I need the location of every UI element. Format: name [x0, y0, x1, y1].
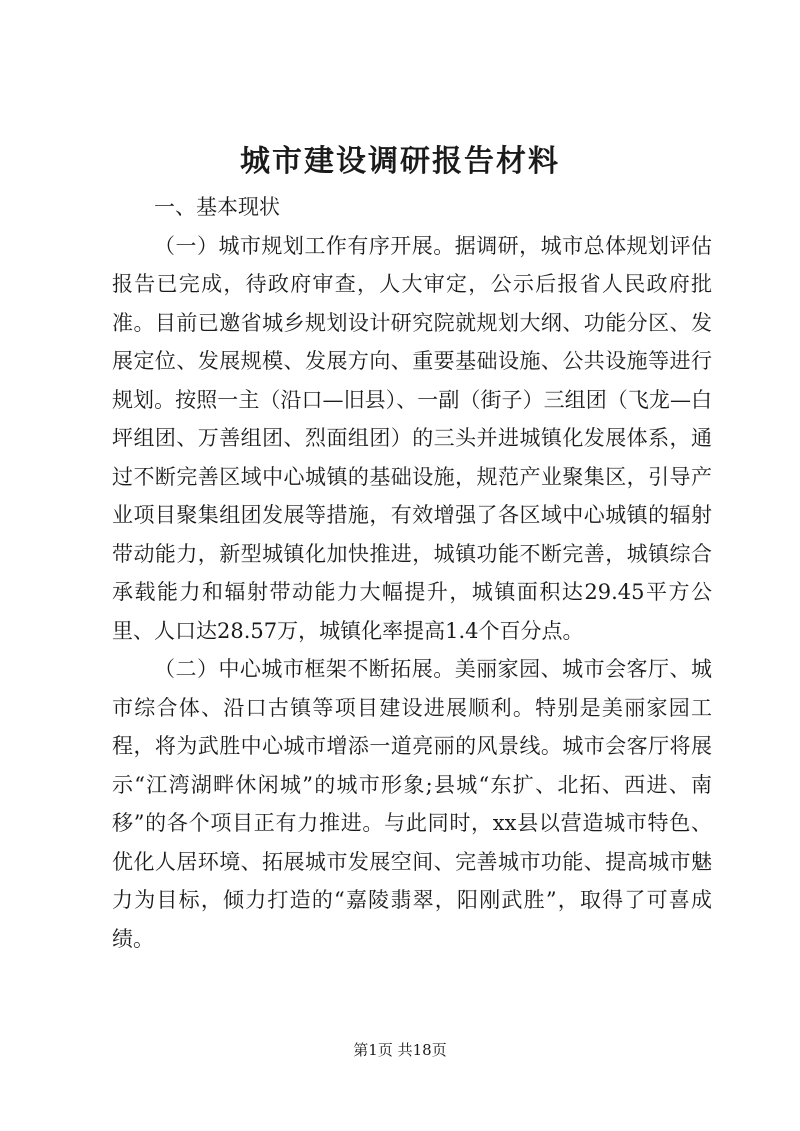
page-number: 第1页 共18页 [353, 1041, 447, 1059]
section-heading: 一、基本现状 [154, 195, 280, 219]
document-title: 城市建设调研报告材料 [240, 144, 560, 179]
body-paragraph: （二）中心城市框架不断拓展。美丽家园、城市会客厅、城市综合体、沿口古镇等项目建设进展顺利。特别是美丽家园工程，将为武胜中心城市增添一道亮丽的风景线。城市会客厅将展示“江湾湖畔休闲城”的城市形象;县城“东扩、北拓、西进、南移”的各个项目正有力推进。与此同时，xx县以营造城市特色、优化人居环境、拓展城市发展空间、完善城市功能、提高城市魅力为目标，倾力打造的“嘉陵翡翠，阳刚武胜”，取得了可喜成绩。 [112, 657, 712, 951]
body-paragraph: （一）城市规划工作有序开展。据调研，城市总体规划评估报告已完成，待政府审查，人大审定，公示后报省人民政府批准。目前已邀省城乡规划设计研究院就规划大纲、功能分区、发展定位、发展规模、发展方向、重要基础设施、公共设施等进行规划。按照一主（沿口—旧县）、一副（街子）三组团（飞龙—白坪组团、万善组团、烈面组团）的三头并进城镇化发展体系，通过不断完善区域中心城镇的基础设施，规范产业聚集区，引导产业项目聚集组团发展等措施，有效增强了各区域中心城镇的辐射带动能力，新型城镇化加快推进，城镇功能不断完善，城镇综合承载能力和辐射带动能力大幅提升，城镇面积达29.45平方公里、人口达28.57万，城镇化率提高1.4个百分点。 [112, 233, 712, 643]
document-body [112, 188, 712, 958]
